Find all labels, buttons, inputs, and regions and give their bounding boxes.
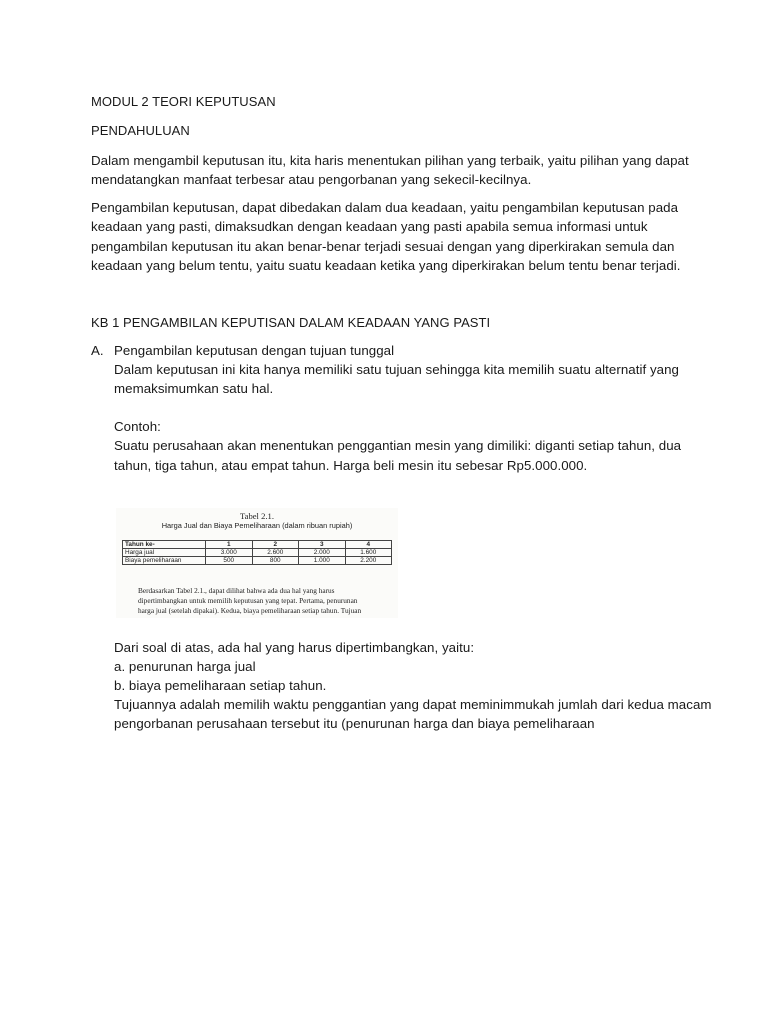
paragraph-line: Pengambilan keputusan, dapat dibedakan dalam dua keadaan, yaitu pengambilan keputusan pada — [91, 200, 679, 215]
paragraph-line: Tujuannya adalah memilih waktu penggantian yang dapat meminimmukah jumlah dari kedua macam — [114, 697, 712, 712]
list-marker-a: A. — [91, 343, 104, 358]
kb1-heading: KB 1 PENGAMBILAN KEPUTISAN DALAM KEADAAN YANG PASTI — [91, 315, 491, 330]
table-cell: 2.200 — [345, 557, 392, 565]
table-cell: 1.600 — [345, 549, 392, 557]
table-row — [123, 549, 392, 557]
price-maintenance-table — [122, 540, 392, 565]
paragraph-line: pengorbanan perusahaan tersebut itu (penurunan harga dan biaya pemeliharaan — [114, 716, 595, 731]
table-cell: 2.600 — [252, 549, 299, 557]
paragraph-line: Dari soal di atas, ada hal yang harus dipertimbangkan, yaitu: — [114, 640, 475, 655]
paragraph-line: tahun, tiga tahun, atau empat tahun. Harga beli mesin itu sebesar Rp5.000.000. — [114, 458, 588, 473]
paragraph-line: memaksimumkan satu hal. — [114, 381, 274, 396]
table-header-cell: 2 — [252, 541, 299, 549]
paragraph-line: keadaan yang pasti, dimaksudkan dengan keadaan yang pasti apabila semua informasi untuk — [91, 219, 648, 234]
scan-paragraph-line: harga jual (setelah dipakai). Kedua, biaya pemeliharaan setiap tahun. Tujuan — [138, 605, 362, 615]
scan-table-title: Tabel 2.1. — [239, 511, 274, 521]
table-header-cell: 1 — [206, 541, 253, 549]
table-cell: Biaya pemeliharaan — [123, 557, 206, 565]
table-cell: 800 — [252, 557, 299, 565]
scan-paragraph-line: Berdasarkan Tabel 2.1., dapat dilihat bahwa ada dua hal yang harus — [138, 586, 335, 595]
table-header-cell: Tahun ke- — [123, 541, 206, 549]
paragraph-line: pengambilan keputusan itu akan benar-benar terjadi sesuai dengan yang diperkirakan semula dan — [91, 239, 675, 254]
scan-paragraph-line: dipertimbangkan untuk memilih keputusan yang tepat. Pertama, penurunan — [138, 595, 358, 605]
paragraph-line: Suatu perusahaan akan menentukan penggantian mesin yang dimiliki: diganti setiap tahun, dua — [114, 438, 682, 453]
table-cell: 3.000 — [206, 549, 253, 557]
table-header-cell: 4 — [345, 541, 392, 549]
scan-table-subtitle: Harga Jual dan Biaya Pemeliharaan (dalam ribuan rupiah) — [161, 521, 353, 530]
paragraph-line: keadaan yang belum tentu, yaitu suatu keadaan ketika yang diperkirakan belum tentu benar terjadi. — [91, 258, 681, 273]
document-title: MODUL 2 TEORI KEPUTUSAN — [91, 94, 276, 109]
table-cell: 1.000 — [299, 557, 346, 565]
table-header-cell: 3 — [299, 541, 346, 549]
table-row — [123, 557, 392, 565]
table-cell: 2.000 — [299, 549, 346, 557]
example-label: Contoh: — [114, 419, 161, 434]
paragraph-line: Dalam keputusan ini kita hanya memiliki satu tujuan sehingga kita memilih suatu alternatif yang — [114, 362, 679, 377]
list-item: a. penurunan harga jual — [114, 659, 256, 674]
table-cell: 500 — [206, 557, 253, 565]
list-item: b. biaya pemeliharaan setiap tahun. — [114, 678, 327, 693]
intro-heading: PENDAHULUAN — [91, 123, 190, 138]
table-header-row — [123, 541, 392, 549]
paragraph-line: mendatangkan manfaat terbesar atau pengorbanan yang sekecil-kecilnya. — [91, 172, 532, 187]
scan-paragraph — [138, 586, 394, 615]
scanned-table-image — [116, 508, 398, 618]
section-a-title: Pengambilan keputusan dengan tujuan tunggal — [114, 343, 395, 358]
table-cell: Harga jual — [123, 549, 206, 557]
paragraph-line: Dalam mengambil keputusan itu, kita haris menentukan pilihan yang terbaik, yaitu pilihan yang dapat — [91, 153, 689, 168]
